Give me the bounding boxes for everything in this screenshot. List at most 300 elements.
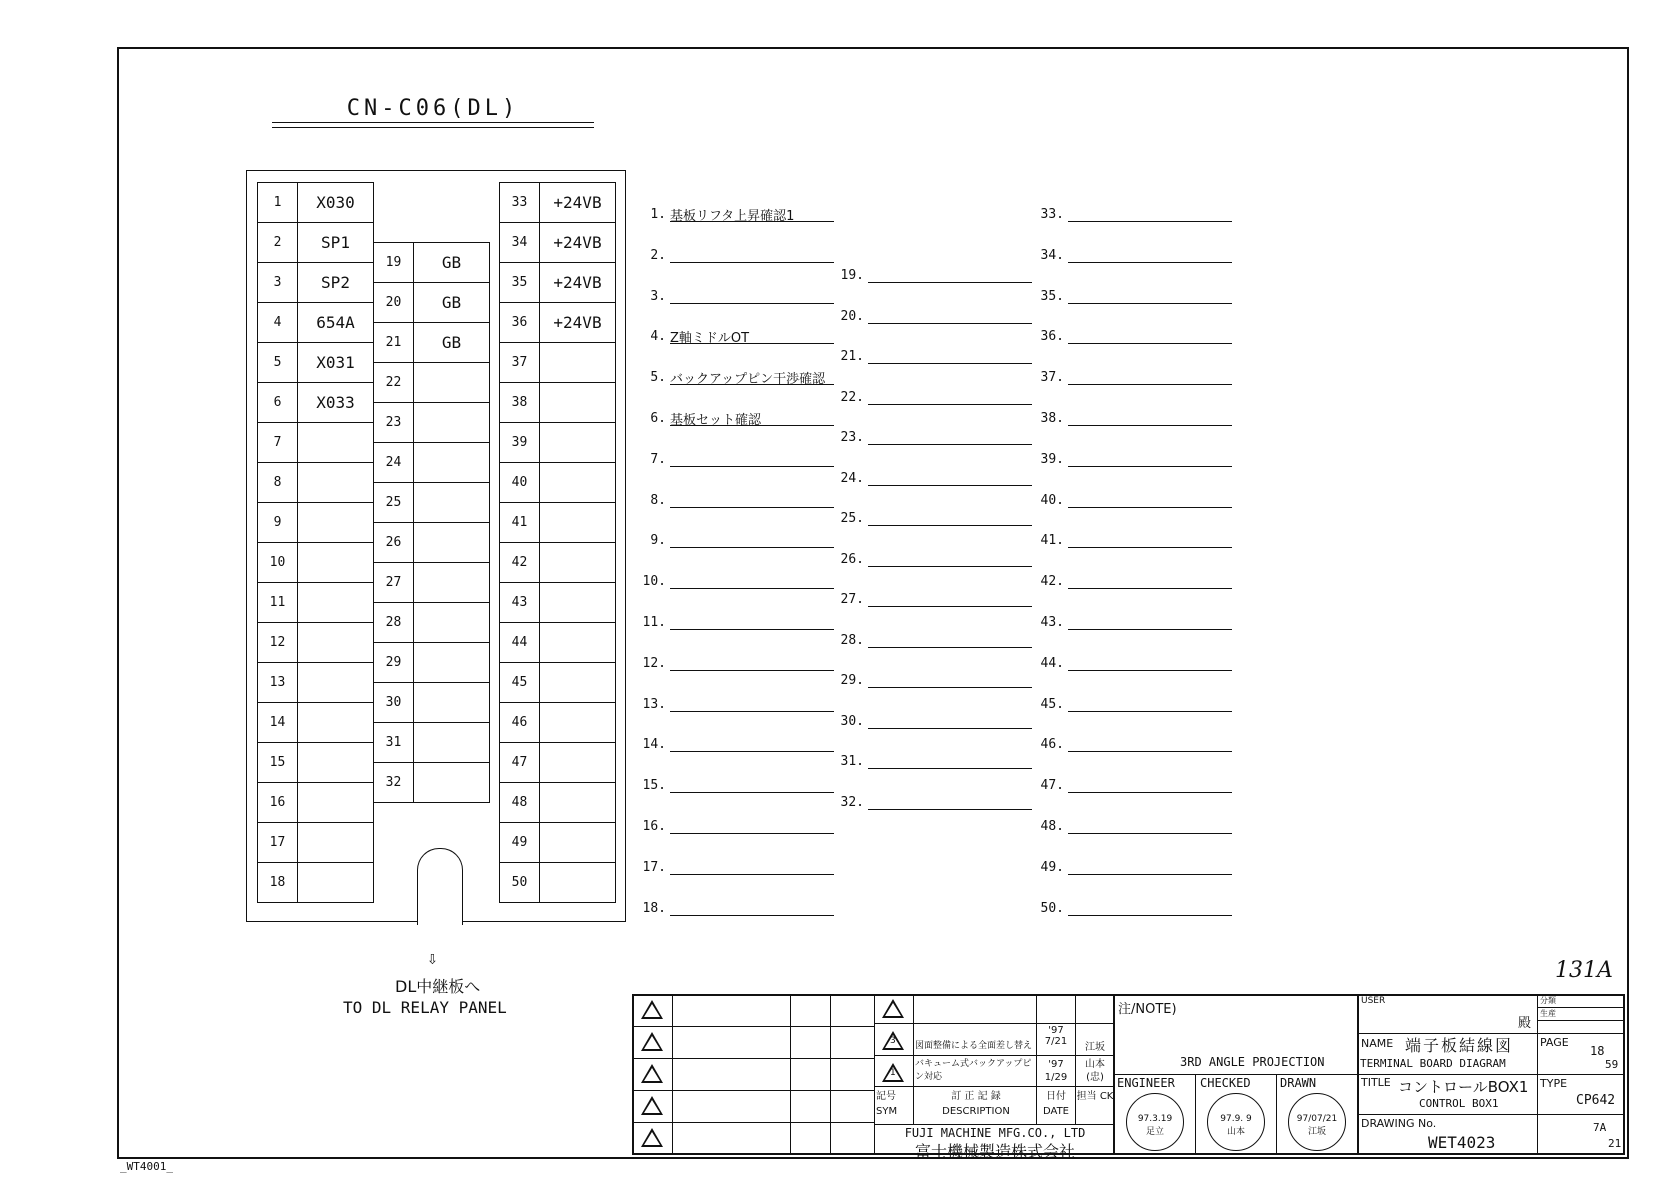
wire-label: 基板セット確認 [670,409,834,426]
wire-entry [640,531,834,551]
wire-number: 8. [650,492,666,508]
pin-number: 7 [258,423,298,463]
pin-signal [298,703,374,743]
pin-table-middle [373,242,490,803]
wire-number: 41. [1040,533,1064,549]
pin-number: 26 [374,523,414,563]
pin-signal [414,443,490,483]
pin-number: 31 [374,723,414,763]
title-underline [272,127,594,128]
wire-entry [838,469,1032,489]
wire-label [868,266,1032,283]
pin-row [374,603,490,643]
rev-header-ck: 担当 CK [1076,1091,1114,1102]
wire-label [670,531,834,548]
wire-entry [1038,491,1232,511]
pin-signal [540,463,616,503]
wire-number: 26. [840,551,864,567]
wire-entry [640,491,834,511]
pin-number: 10 [258,543,298,583]
pin-number: 28 [374,603,414,643]
pin-signal [540,743,616,783]
pin-number: 21 [374,323,414,363]
wire-label [868,307,1032,324]
pin-number: 5 [258,343,298,383]
relay-label-jp: DL中継板へ [395,977,481,996]
pin-row [500,423,616,463]
wire-label [670,817,834,834]
pin-row [374,563,490,603]
wire-entry [838,793,1032,813]
wire-label [868,793,1032,810]
wire-entry [838,550,1032,570]
wire-number: 5. [650,370,666,386]
wire-number: 1. [650,207,666,222]
wire-entry [838,671,1032,691]
projection-label: 3RD ANGLE PROJECTION [1180,1055,1325,1069]
pin-number: 2 [258,223,298,263]
pin-number: 33 [500,183,540,223]
drawing-label: DRAWING No. [1361,1117,1437,1130]
revision-triangle-icon [882,999,904,1018]
pin-row [500,223,616,263]
rev3-date: '97 7/21 [1044,1025,1068,1047]
wire-label [670,572,834,589]
wire-label [1068,654,1232,671]
wire-entry [838,307,1032,327]
wire-label [1068,899,1232,916]
pin-number: 3 [258,263,298,303]
wire-entry [838,590,1032,610]
pin-number: 8 [258,463,298,503]
pin-row [500,343,616,383]
wire-entry [838,631,1032,651]
wire-label [1068,327,1232,344]
rev-header-date: 日付 DATE [1042,1091,1069,1117]
pin-signal [298,863,374,903]
page-label: PAGE [1540,1036,1569,1049]
pin-signal: GB [414,323,490,363]
pin-number: 34 [500,223,540,263]
pin-row [500,743,616,783]
wire-label [1068,246,1232,263]
pin-row [374,643,490,683]
wire-number: 49. [1040,859,1064,875]
wire-label [1068,205,1232,222]
drawn-stamp: 97/07/21 江坂 [1288,1093,1346,1151]
pin-row [374,763,490,803]
pin-number: 40 [500,463,540,503]
wire-label [868,509,1032,526]
wire-number: 14. [642,737,666,753]
pin-signal: X031 [298,343,374,383]
down-arrow-icon: ⇩ [427,948,438,969]
wire-number: 16. [642,819,666,834]
pin-signal [298,543,374,583]
company-en: FUJI MACHINE MFG.CO., LTD [904,1126,1086,1140]
pin-signal [540,783,616,823]
connector-key-notch [417,848,463,925]
pin-signal [298,503,374,543]
sheet-number: 7A [1593,1121,1607,1134]
wire-entry [1038,695,1232,715]
wire-label [670,899,834,916]
pin-number: 49 [500,823,540,863]
pin-signal [414,603,490,643]
title-underline [272,122,594,123]
wire-entry [640,450,834,470]
wire-label [868,550,1032,567]
wire-number: 43. [1040,615,1064,630]
wire-label [1068,287,1232,304]
pin-row [374,363,490,403]
wire-label: バックアップピン干渉確認 [670,368,834,385]
wire-entry [1038,613,1232,633]
wire-number: 34. [1040,247,1064,263]
pin-signal [540,543,616,583]
wire-entry [838,388,1032,408]
page-value: 18 [1590,1044,1605,1058]
wire-entry [1038,531,1232,551]
connector-title: CN-C06(DL) [346,96,520,121]
pin-number: 4 [258,303,298,343]
wire-label [670,287,834,304]
pin-row [500,263,616,303]
name-label: NAME [1361,1037,1394,1050]
title-jp: コントロールBOX1 [1398,1078,1529,1096]
pin-signal: X030 [298,183,374,223]
name-jp: 端子板結線図 [1405,1036,1514,1055]
wire-number: 15. [642,778,666,794]
pin-row [500,823,616,863]
pin-row [258,743,374,783]
pin-row [500,863,616,903]
pin-row [374,683,490,723]
pin-row [500,303,616,343]
pin-row [500,583,616,623]
wire-entry [640,246,834,266]
pin-number: 50 [500,863,540,903]
pin-signal [540,343,616,383]
wire-number: 40. [1040,492,1064,508]
wire-label [1068,735,1232,752]
wire-entry [1038,368,1232,388]
pin-signal [298,623,374,663]
pin-signal [298,423,374,463]
drawn-label: DRAWN [1280,1076,1317,1090]
wire-number: 28. [840,632,864,648]
wire-label [868,469,1032,486]
pin-signal: X033 [298,383,374,423]
wire-entry [1038,409,1232,429]
pin-number: 12 [258,623,298,663]
wire-entry [1038,572,1232,592]
pin-number: 39 [500,423,540,463]
wire-entry [640,572,834,592]
rev1-desc: バキューム式バックアップピン対応 [915,1059,1032,1082]
pin-row [500,503,616,543]
wire-number: 22. [840,389,864,405]
seisan-label: 生産 [1540,1009,1556,1018]
pin-row [258,503,374,543]
wire-number: 23. [840,430,864,445]
wire-number: 21. [840,349,864,364]
pin-signal [414,403,490,443]
wire-number: 37. [1040,370,1064,386]
wire-label: Z軸ミドルOT [670,327,834,344]
pin-signal [414,723,490,763]
wire-entry [640,287,834,307]
engineer-label: ENGINEER [1117,1076,1175,1090]
pin-table-right [499,182,616,903]
pin-number: 17 [258,823,298,863]
pin-signal: +24VB [540,183,616,223]
pin-row [374,283,490,323]
pin-signal [540,383,616,423]
pin-number: 15 [258,743,298,783]
wire-number: 35. [1040,288,1064,304]
wire-number: 13. [642,696,666,712]
pin-signal [298,583,374,623]
title-en: CONTROL BOX1 [1419,1097,1499,1110]
wire-number: 39. [1040,451,1064,467]
wire-label [868,631,1032,648]
pin-row [374,323,490,363]
title-label: TITLE [1361,1076,1391,1089]
pin-number: 37 [500,343,540,383]
page-total: 59 [1605,1058,1619,1071]
wire-label [670,450,834,467]
wire-number: 4. [650,329,666,345]
pin-number: 45 [500,663,540,703]
wire-label [670,246,834,263]
revision-triangle-icon [641,1064,663,1083]
pin-row [374,523,490,563]
pin-row [258,863,374,903]
pin-signal [540,863,616,903]
pin-number: 18 [258,863,298,903]
wire-entry [1038,858,1232,878]
pin-row [374,403,490,443]
pin-signal [414,683,490,723]
pin-number: 43 [500,583,540,623]
pin-signal [298,663,374,703]
wire-entry [640,368,834,388]
pin-number: 13 [258,663,298,703]
company-jp: 富士機械製造株式会社 [914,1142,1075,1161]
wire-label [868,671,1032,688]
wire-number: 46. [1040,737,1064,753]
pin-number: 25 [374,483,414,523]
wire-label [1068,491,1232,508]
bunrui-label: 分類 [1540,996,1556,1005]
wire-entry [1038,246,1232,266]
wire-entry [838,509,1032,529]
pin-signal: +24VB [540,263,616,303]
pin-row [500,383,616,423]
wire-number: 7. [650,451,666,467]
drawing-number: WET4023 [1428,1133,1496,1152]
pin-signal [414,363,490,403]
wire-entry [838,266,1032,286]
wire-label [868,712,1032,729]
wire-entry [838,347,1032,367]
wire-label [1068,368,1232,385]
pin-row [374,443,490,483]
pin-row [258,183,374,223]
wire-entry [640,409,834,429]
pin-table-left [257,182,374,903]
pin-row [258,583,374,623]
sheet-total: 21 [1608,1137,1622,1150]
pin-number: 44 [500,623,540,663]
wire-number: 47. [1040,778,1064,794]
wire-number: 3. [650,288,666,304]
pin-signal: GB [414,283,490,323]
rev3-desc: 図面整備による全面差し替え [915,1041,1033,1051]
wire-number: 29. [840,673,864,688]
pin-row [258,623,374,663]
wire-number: 44. [1040,655,1064,671]
pin-signal [540,703,616,743]
pin-number: 35 [500,263,540,303]
wire-number: 2. [650,247,666,263]
engineer-stamp: 97.3.19 足立 [1126,1093,1184,1151]
wire-label [1068,776,1232,793]
wire-label [868,752,1032,769]
wire-entry [838,752,1032,772]
pin-row [258,463,374,503]
revision-triangle-icon [641,1000,663,1019]
pin-row [374,723,490,763]
wire-label [670,735,834,752]
wire-entry [1038,735,1232,755]
pin-row [500,463,616,503]
pin-signal [298,463,374,503]
wire-number: 36. [1040,329,1064,345]
pin-row [258,383,374,423]
wire-label [670,613,834,630]
pin-row [258,223,374,263]
wire-number: 30. [840,713,864,729]
pin-row [500,703,616,743]
pin-signal [540,823,616,863]
pin-row [258,823,374,863]
wire-number: 42. [1040,574,1064,590]
pin-row [258,543,374,583]
wire-entry [1038,654,1232,674]
wire-label [670,491,834,508]
wire-entry [640,817,834,837]
wire-number: 17. [642,859,666,875]
pin-number: 11 [258,583,298,623]
pin-signal: SP1 [298,223,374,263]
pin-signal [540,503,616,543]
wire-number: 50. [1040,900,1064,916]
pin-row [500,543,616,583]
pin-row [258,423,374,463]
wire-label [1068,450,1232,467]
wire-label [1068,858,1232,875]
rev-header-sym: 記号 SYM [876,1091,898,1117]
pin-number: 6 [258,383,298,423]
pin-row [258,303,374,343]
pin-signal [414,563,490,603]
pin-number: 27 [374,563,414,603]
pin-row [258,703,374,743]
wire-entry [640,654,834,674]
wire-label [670,695,834,712]
wire-number: 6. [650,411,666,426]
pin-row [500,183,616,223]
sheet-mark: 131A [1555,958,1613,983]
wire-entry [640,695,834,715]
pin-signal [414,643,490,683]
wire-number: 32. [840,794,864,810]
pin-number: 14 [258,703,298,743]
wire-number: 9. [650,533,666,549]
wire-label: 基板リフタ上昇確認1 [670,205,834,222]
pin-number: 9 [258,503,298,543]
wire-entry [1038,287,1232,307]
pin-number: 46 [500,703,540,743]
wire-entry [1038,327,1232,347]
footer-code: _WT4001_ [120,1160,173,1173]
wire-entry [1038,817,1232,837]
wire-label [868,347,1032,364]
wire-number: 31. [840,754,864,769]
pin-signal [414,523,490,563]
wire-label [868,388,1032,405]
pin-row [500,783,616,823]
type-value: CP642 [1576,1093,1616,1108]
pin-number: 48 [500,783,540,823]
pin-number: 22 [374,363,414,403]
pin-row [374,483,490,523]
wire-number: 27. [840,592,864,607]
type-label: TYPE [1540,1077,1568,1090]
pin-number: 20 [374,283,414,323]
wire-entry [1038,776,1232,796]
pin-number: 19 [374,243,414,283]
name-en: TERMINAL BOARD DIAGRAM [1360,1057,1506,1070]
wire-entry [640,899,834,919]
wire-number: 45. [1040,696,1064,712]
pin-signal [414,483,490,523]
wire-number: 11. [642,615,666,630]
pin-number: 36 [500,303,540,343]
wire-entry [640,858,834,878]
wire-number: 25. [840,511,864,526]
wire-label [1068,695,1232,712]
pin-row [258,783,374,823]
pin-signal: GB [414,243,490,283]
wire-number: 33. [1040,207,1064,222]
wire-label [670,858,834,875]
relay-label-en: TO DL RELAY PANEL [343,998,507,1017]
wire-number: 24. [840,470,864,486]
pin-signal [540,663,616,703]
wire-label [868,590,1032,607]
pin-number: 30 [374,683,414,723]
note-label: 注/NOTE) [1118,1002,1177,1017]
wire-entry [640,735,834,755]
rev-header-desc: 訂 正 記 録 DESCRIPTION [942,1091,1010,1117]
pin-signal [414,763,490,803]
pin-signal [540,583,616,623]
rev1-date: '97 1/29 [1044,1059,1068,1083]
pin-row [500,663,616,703]
